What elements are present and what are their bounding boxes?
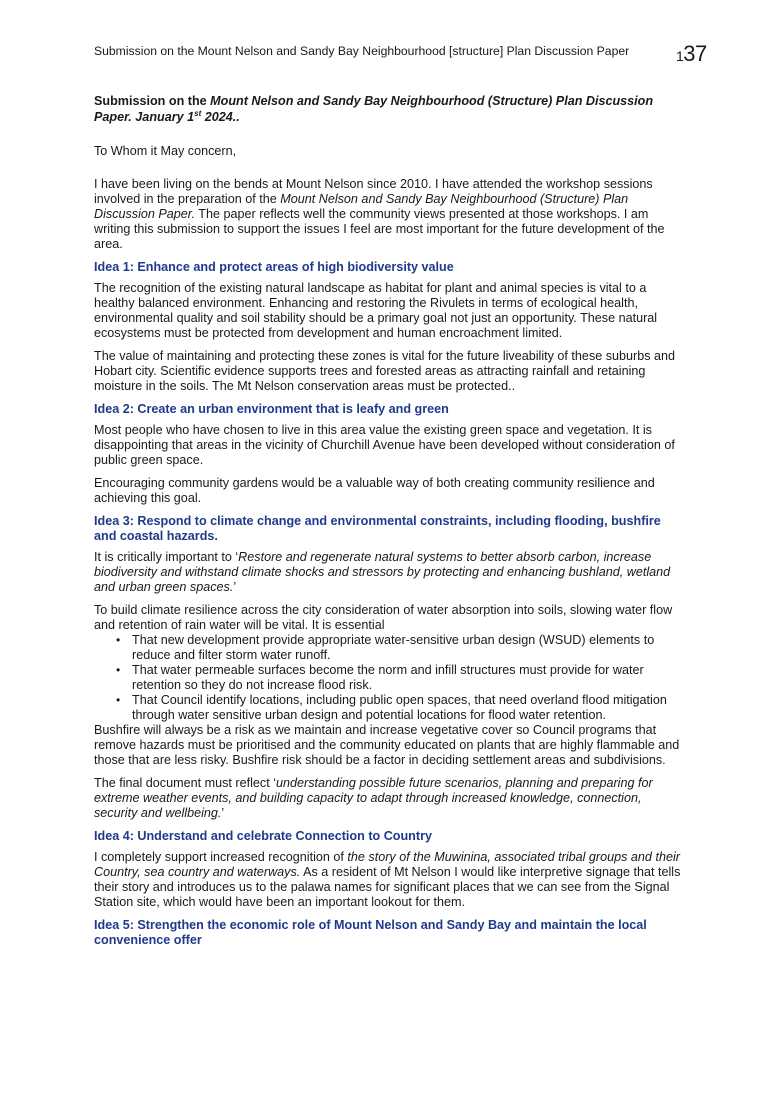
bullet-marker: • [116,693,121,707]
intro-paragraph [94,177,686,252]
title-superscript: st [194,108,202,118]
idea1-paragraph-1: The recognition of the existing natural landscape as habitat for plant and animal species is vital to a healthy balanced environment. Enhancing and restoring the Rivulets in terms of ecological health, environmental quality and soil stability should be a primary goal not just an opportunity. These natural ecosystems must be protected from development and human encroachment limited. [94,281,658,340]
bullet-item [94,633,686,663]
idea3-p4-tail: ’ [221,806,225,820]
bullet-marker: • [116,633,121,647]
idea2-paragraph-2: Encouraging community gardens would be a valuable way of both creating community resilience and achieving this goal. [94,476,655,505]
idea4-tail: As a resident of Mt Nelson I would like interpretive signage that tells their story and introduces us to the palawa names for significant places that we can see from the Signal Station site, which would have been an important lookout for them. [94,865,681,909]
idea2-paragraph-1: Most people who have chosen to live in this area value the existing green space and vegetation. It is disappointing that areas in the vicinity of Churchill Avenue have been developed without consideration of public green space. [94,423,675,467]
idea4-heading: Idea 4: Understand and celebrate Connection to Country [94,829,432,843]
idea3-p4-lead: The final document must reflect ‘ [94,776,276,790]
idea3-quote-paragraph [94,550,686,595]
idea4-italic: the story of the Muwinina, associated tribal groups and their Country, sea country and waterways. [94,850,680,879]
idea3-heading: Idea 3: Respond to climate change and environmental constraints, including flooding, bushfire and coastal hazards. [94,514,661,543]
page-number-prefix: 1 [676,48,684,64]
idea4-paragraph [94,850,686,910]
page-number [676,41,707,67]
idea5-heading: Idea 5: Strengthen the economic role of Mount Nelson and Sandy Bay and maintain the local convenience offer [94,918,647,947]
idea3-quote-italic: Restore and regenerate natural systems to better absorb carbon, increase biodiversity and withstand climate shocks and stressors by protecting and enhancing bushland, wetland and urban green spaces. [94,550,671,594]
bullet-item [94,693,686,723]
title-lead: Submission on the [94,94,211,108]
idea1-paragraph-2: The value of maintaining and protecting these zones is vital for the future liveability of these suburbs and Hobart city. Scientific evidence supports trees and forested areas as attracting rainfall and retaining moisture in the soils. The Mt Nelson conservation areas must be protected.. [94,349,676,393]
bullet-text: That new development provide appropriate water-sensitive urban design (WSUD) elements to reduce and filter storm water runoff. [132,633,655,662]
document-body [94,94,686,954]
idea3-paragraph-4 [94,776,686,821]
title-tail: 2024.. [201,109,240,124]
greeting: To Whom it May concern, [94,144,237,158]
idea3-paragraph-2: To build climate resilience across the city consideration of water absorption into soils, slowing water flow and retention of rain water will be vital. It is essential [94,603,673,632]
idea4-lead: I completely support increased recognition of [94,850,348,864]
idea3-p4-italic: understanding possible future scenarios, planning and preparing for extreme weather events, and building capacity to adapt through increased knowledge, connection, security and wellbeing. [94,776,653,820]
page-number-value: 37 [683,41,707,66]
intro-text-c: The paper reflects well the community views presented at those workshops. I am writing this submission to support the issues I feel are most important for the future development of the area. [94,207,665,251]
intro-text-italic: Mount Nelson and Sandy Bay Neighbourhood (Structure) Plan Discussion Paper. [94,192,629,221]
idea3-paragraph-3: Bushfire will always be a risk as we maintain and increase vegetative cover so Council programs that remove hazards must be prioritised and the community educated on plants that are highly flammable and those that are less risky. Bushfire risk should be a factor in deciding settlement areas and subdivisions. [94,723,680,767]
idea3-quote-tail: ’ [233,580,237,594]
idea1-heading: Idea 1: Enhance and protect areas of high biodiversity value [94,260,454,274]
bullet-marker: • [116,663,121,677]
submission-title [94,94,686,125]
running-header: Submission on the Mount Nelson and Sandy Bay Neighbourhood [structure] Plan Discussion Paper [94,44,630,58]
idea3-bullet-list [94,633,686,723]
title-italic: Mount Nelson and Sandy Bay Neighbourhood (Structure) Plan Discussion Paper. January 1 [94,94,654,124]
intro-text-a: I have been living on the bends at Mount Nelson since 2010. I have attended the workshop sessions involved in the preparation of the [94,177,653,206]
idea2-heading: Idea 2: Create an urban environment that is leafy and green [94,402,449,416]
bullet-text: That Council identify locations, including public open spaces, that need overland flood mitigation through water sensitive urban design and potential locations for flood water retention. [132,693,667,722]
bullet-item [94,663,686,693]
bullet-text: That water permeable surfaces become the norm and infill structures must provide for water retention so they do not increase flood risk. [132,663,644,692]
idea3-quote-lead: It is critically important to ‘ [94,550,239,564]
